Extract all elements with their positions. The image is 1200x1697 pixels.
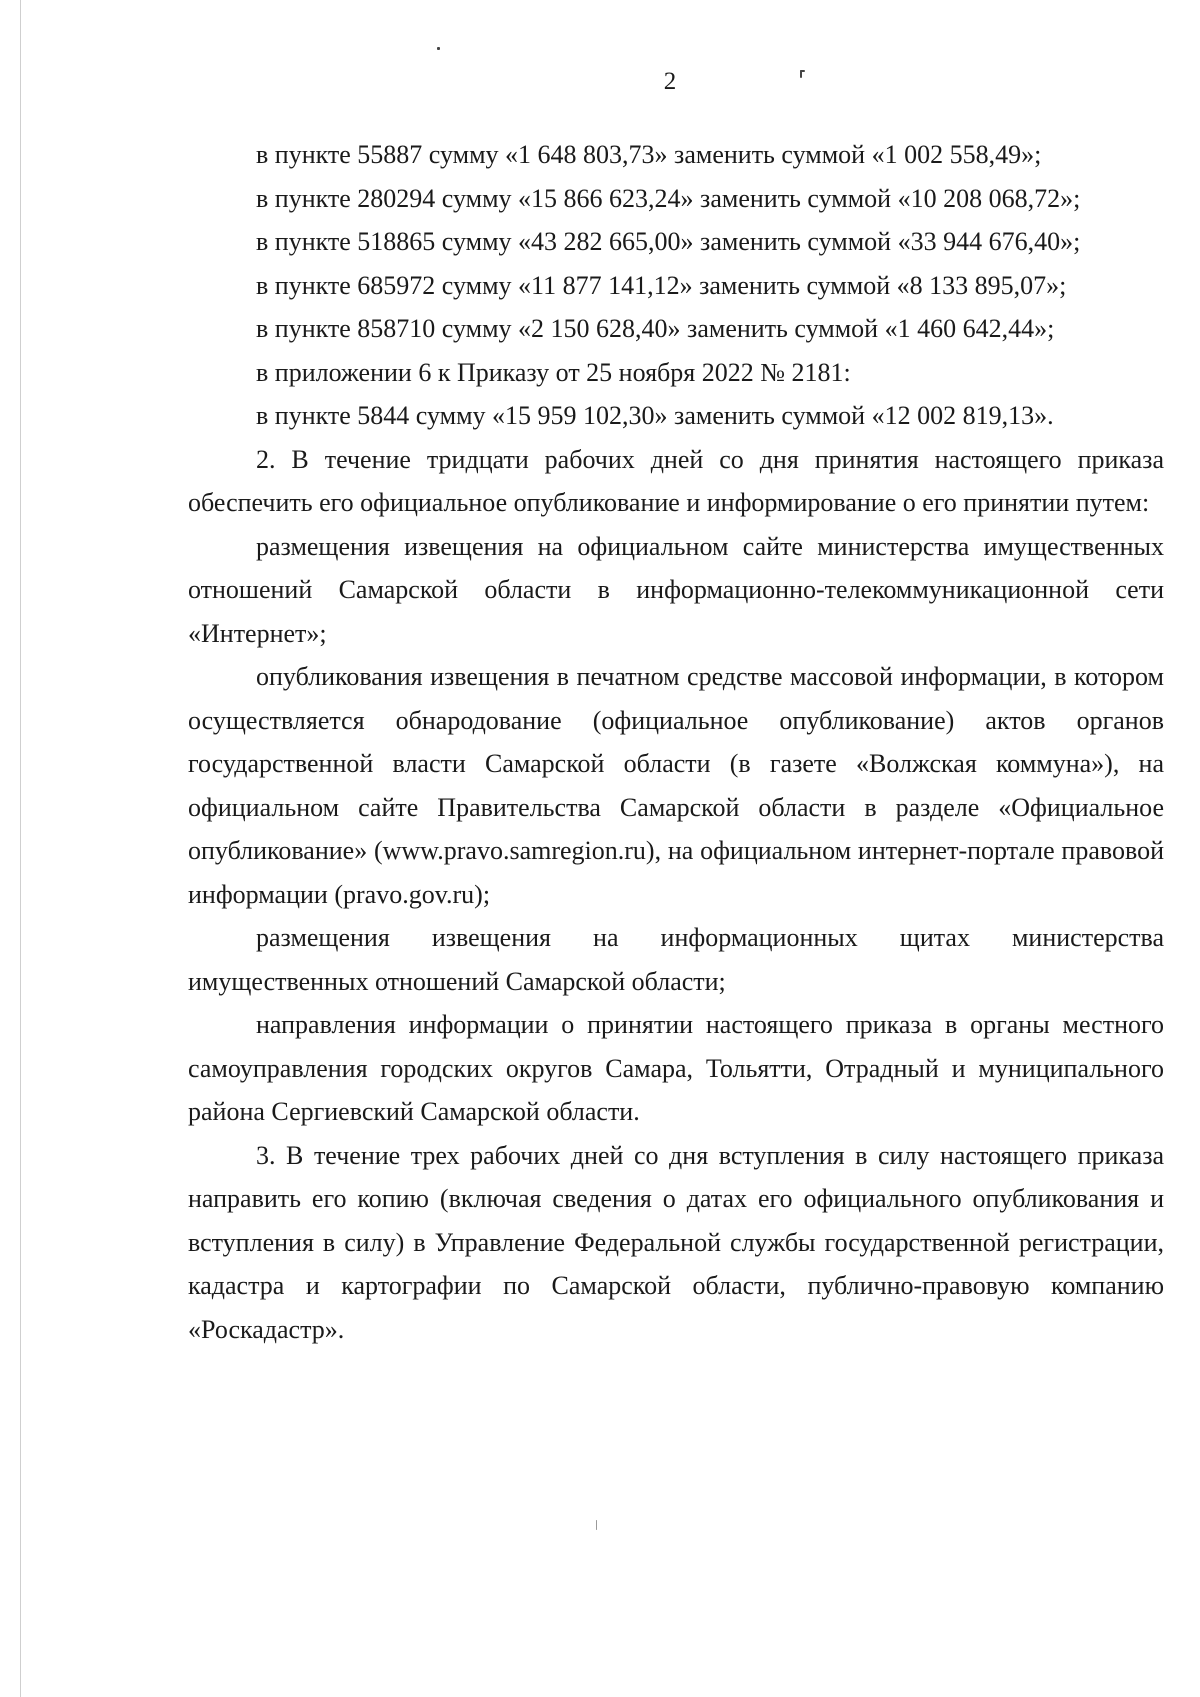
amendment-line: в пункте 685972 сумму «11 877 141,12» заменить суммой «8 133 895,07»; [256, 270, 1067, 300]
paragraph-info-boards: размещения извещения на информационных щитах министерства имущественных отношений Самарской области; [188, 923, 1164, 996]
paragraph-website-notice: размещения извещения на официальном сайте министерства имущественных отношений Самарской области в информационно-телекоммуникационной сети «Интернет»; [188, 531, 1164, 648]
scan-speck [596, 1520, 597, 1530]
document-body [188, 133, 1164, 1351]
appendix-reference-line: в приложении 6 к Приказу от 25 ноября 2022 № 2181: [256, 357, 851, 387]
paragraph-local-government: направления информации о принятии настоящего приказа в органы местного самоуправления городских округов Самара, Тольятти, Отрадный и муниципального района Сергиевский Самарской области. [188, 1010, 1164, 1126]
scan-speck [437, 47, 440, 50]
amendment-line: в пункте 55887 сумму «1 648 803,73» заменить суммой «1 002 558,49»; [256, 140, 1042, 169]
scan-edge-line [20, 0, 21, 1697]
amendment-line: в пункте 518865 сумму «43 282 665,00» заменить суммой «33 944 676,40»; [256, 227, 1081, 256]
amendment-line: в пункте 280294 сумму «15 866 623,24» заменить суммой «10 208 068,72»; [256, 183, 1081, 213]
paragraph-print-publication: опубликования извещения в печатном средстве массовой информации, в котором осуществляется обнародование (официальное опубликование) актов органов государственной власти Самарской области (в газете «Волжская коммуна»), на официальном сайте Правительства Самарской области в разделе «Официальное опубликование» (www.pravo.samregion.ru), на официальном интернет-портале правовой информации (pravo.gov.ru); [188, 662, 1164, 909]
amendment-line: в пункте 5844 сумму «15 959 102,30» заменить суммой «12 002 819,13». [256, 401, 1054, 430]
paragraph-3: 3. В течение трех рабочих дней со дня вступления в силу настоящего приказа направить его копию (включая сведения о датах его официального опубликования и вступления в силу) в Управление Федеральной службы государственной регистрации, кадастра и картографии по Самарской области, публично-правовую компанию «Роскадастр». [188, 1140, 1164, 1344]
amendment-line: в пункте 858710 сумму «2 150 628,40» заменить суммой «1 460 642,44»; [256, 314, 1055, 343]
paragraph-2: 2. В течение тридцати рабочих дней со дня принятия настоящего приказа обеспечить его официальное опубликование и информирование о его принятии путем: [188, 444, 1164, 517]
page-number: 2 [663, 68, 677, 95]
